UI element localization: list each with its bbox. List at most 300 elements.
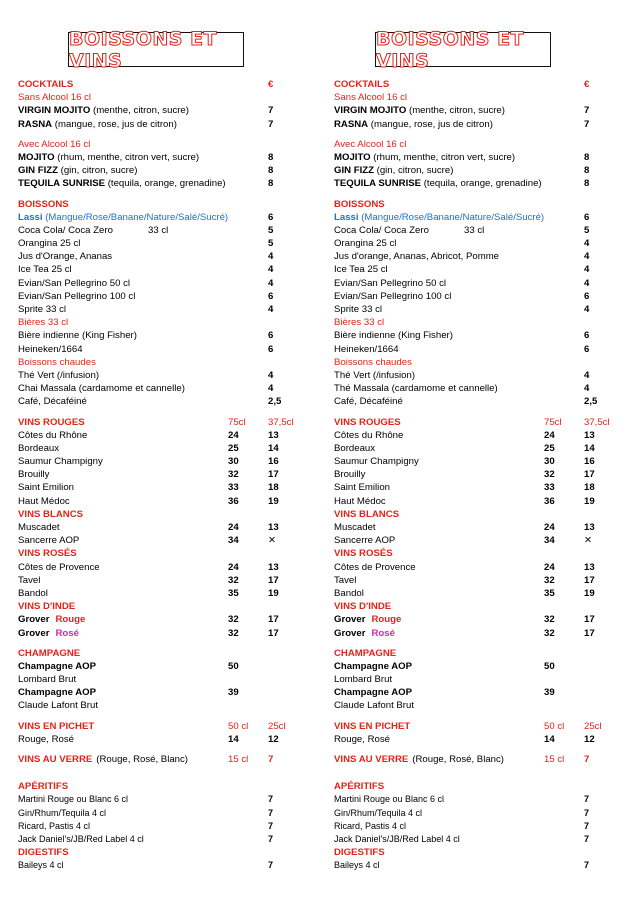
subheading-chaudes xyxy=(18,356,318,369)
col-37cl-label: 37,5cl xyxy=(584,416,610,428)
aperitif-item xyxy=(334,807,634,820)
aperitif-name: Ricard, Pastis 4 cl xyxy=(334,820,407,831)
wine-price-half: 13 xyxy=(268,429,279,441)
wine-price-bottle: 32 xyxy=(544,574,555,586)
hot-drink-price: 4 xyxy=(268,369,274,381)
wine-row xyxy=(18,495,318,508)
beer-price: 6 xyxy=(584,330,590,342)
hot-drink-item xyxy=(18,382,318,395)
section-gap xyxy=(18,191,318,198)
champagne-brand: Lombard Brut xyxy=(334,674,393,686)
aperitif-item xyxy=(18,793,318,806)
hot-drink-item xyxy=(334,369,634,382)
cocktail-name: TEQUILA SUNRISE xyxy=(18,178,106,190)
wine-row xyxy=(334,613,634,626)
wine-variant: Rouge xyxy=(55,614,86,626)
wine-price-half: 13 xyxy=(268,522,279,533)
drink-item xyxy=(18,250,318,263)
wine-price-half: 13 xyxy=(584,561,595,573)
wine-name: Saint Emilion xyxy=(18,482,74,494)
wine-price-half: 13 xyxy=(268,561,279,573)
drink-size: 33 cl xyxy=(464,224,485,236)
bieres-label: Bières 33 cl xyxy=(334,317,385,329)
digestifs-heading: DIGESTIFS xyxy=(334,847,385,859)
cocktail-label xyxy=(334,177,542,190)
wine-name: Sancerre AOP xyxy=(18,535,80,547)
digestif-price: 7 xyxy=(268,860,274,871)
wine-name: Grover xyxy=(18,627,50,639)
subheading-chaudes xyxy=(334,356,634,369)
pichet-heading: VINS EN PICHET xyxy=(334,720,411,732)
wine-row xyxy=(18,534,318,547)
wine-name: Grover xyxy=(18,614,50,626)
aperitif-name: Gin/Rhum/Tequila 4 cl xyxy=(334,807,423,818)
verre-heading: VINS AU VERRE xyxy=(334,754,409,765)
drink-price: 4 xyxy=(268,277,274,289)
section-header-boissons xyxy=(334,198,634,211)
wine-price-bottle: 36 xyxy=(544,495,555,507)
wine-row xyxy=(334,442,634,455)
aperitif-price: 7 xyxy=(584,794,590,805)
wine-row xyxy=(18,429,318,442)
drink-item xyxy=(18,224,318,237)
wine-price-half: 13 xyxy=(584,429,595,441)
wine-name: Bandol xyxy=(334,587,364,599)
cocktail-name: RASNA xyxy=(334,118,369,130)
menu-list xyxy=(334,78,634,873)
wine-name: Brouilly xyxy=(334,469,366,481)
wine-variant: Rosé xyxy=(371,627,395,639)
subheading-sans-alcool xyxy=(18,91,318,104)
champagne-name: Champagne AOP xyxy=(18,660,97,672)
beer-item xyxy=(334,329,634,342)
pichet-price-25: 12 xyxy=(584,733,595,745)
drink-price: 4 xyxy=(268,251,274,263)
cocktail-desc: (tequila, orange, grenadine) xyxy=(105,178,226,190)
aperitif-item xyxy=(18,833,318,846)
cocktail-item xyxy=(18,177,318,190)
wine-row xyxy=(18,455,318,468)
wine-name: Bandol xyxy=(18,587,48,599)
subheading-bieres xyxy=(334,316,634,329)
section-gap xyxy=(18,773,318,780)
subheading-sans-alcool xyxy=(334,91,634,104)
aperitif-item xyxy=(18,820,318,833)
wine-row xyxy=(334,468,634,481)
wine-price-half: 19 xyxy=(584,587,595,599)
beer-item xyxy=(18,329,318,342)
cocktail-label xyxy=(334,164,453,177)
subheading-bieres xyxy=(18,316,318,329)
drink-item xyxy=(334,224,634,237)
champagne-item xyxy=(18,686,318,699)
wine-row xyxy=(334,429,634,442)
wine-name: Bordeaux xyxy=(334,442,376,454)
drink-name: Ice Tea 25 cl xyxy=(18,264,72,276)
cocktail-label xyxy=(334,104,505,117)
cocktail-price: 8 xyxy=(584,178,590,190)
cocktails-heading: COCKTAILS xyxy=(18,79,74,90)
drink-item xyxy=(18,263,318,276)
lassi-item xyxy=(18,211,318,224)
wine-row xyxy=(334,495,634,508)
drink-item xyxy=(334,263,634,276)
digestif-item xyxy=(18,859,318,872)
chaudes-label: Boissons chaudes xyxy=(18,356,96,368)
wine-price-half: 16 xyxy=(268,456,279,468)
pichet-price-25: 12 xyxy=(268,733,279,745)
section-header-pichet xyxy=(18,720,318,733)
drink-size: 33 cl xyxy=(148,224,169,236)
champagne-heading: CHAMPAGNE xyxy=(334,647,397,659)
drink-name: Sprite 33 cl xyxy=(18,304,66,315)
aperitif-name: Jack Daniel's/JB/Red Label 4 cl xyxy=(18,833,144,844)
wine-row xyxy=(18,521,318,534)
digestif-name: Baileys 4 cl xyxy=(334,860,380,871)
verre-price: 7 xyxy=(584,754,590,765)
section-gap xyxy=(18,640,318,647)
drink-item xyxy=(334,250,634,263)
wine-name: Haut Médoc xyxy=(18,495,70,507)
col-50cl-label: 50 cl xyxy=(228,720,249,732)
cocktail-price: 7 xyxy=(584,118,590,130)
aperitif-name: Jack Daniel's/JB/Red Label 4 cl xyxy=(334,833,460,844)
champagne-heading: CHAMPAGNE xyxy=(18,647,81,659)
wine-name: Côtes de Provence xyxy=(18,561,100,573)
wine-price-half: 17 xyxy=(268,614,279,626)
verre-size: 15 cl xyxy=(544,754,565,765)
wine-name: Muscadet xyxy=(334,522,376,533)
hot-drink-name: Chai Massala (cardamome et cannelle) xyxy=(18,383,185,395)
section-header-vins-blancs xyxy=(18,508,318,521)
cocktail-price: 8 xyxy=(584,165,590,177)
section-header-vins-rouges xyxy=(334,416,634,429)
boissons-heading: BOISSONS xyxy=(18,198,69,210)
digestif-name: Baileys 4 cl xyxy=(18,860,64,871)
wine-price-half: 17 xyxy=(584,574,595,586)
drink-price: 4 xyxy=(268,264,274,276)
wine-name: Grover xyxy=(334,627,366,639)
drink-name: Orangina 25 cl xyxy=(334,238,397,250)
wine-row xyxy=(18,481,318,494)
wine-name: Haut Médoc xyxy=(334,495,386,507)
cocktail-price: 8 xyxy=(268,151,274,163)
drink-item xyxy=(334,303,634,316)
wine-name: Côtes du Rhône xyxy=(334,429,404,441)
wine-variant: Rouge xyxy=(371,614,402,626)
wine-name: Sancerre AOP xyxy=(334,535,396,547)
wine-row xyxy=(18,627,318,640)
cocktail-label xyxy=(18,104,189,117)
aperitif-price: 7 xyxy=(268,807,274,818)
lassi-name: Lassi xyxy=(18,211,43,223)
cocktail-desc: (tequila, orange, grenadine) xyxy=(421,178,542,190)
hot-drink-name: Café, Décaféiné xyxy=(334,396,403,408)
drink-price: 4 xyxy=(268,304,274,315)
drink-price: 4 xyxy=(584,304,590,315)
aperitif-name: Ricard, Pastis 4 cl xyxy=(18,820,91,831)
verre-heading: VINS AU VERRE xyxy=(18,754,93,765)
cocktail-price: 7 xyxy=(268,105,274,117)
page-title: BOISSONS ET VINS xyxy=(68,32,244,67)
champagne-item xyxy=(18,660,318,673)
drink-item xyxy=(18,237,318,250)
pichet-name: Rouge, Rosé xyxy=(18,733,74,745)
wine-name: Grover xyxy=(334,614,366,626)
cocktail-desc: (rhum, menthe, citron vert, sucre) xyxy=(54,151,200,163)
verre-label xyxy=(334,753,504,766)
col-75cl-label: 75cl xyxy=(228,416,246,428)
avec-alcool-label: Avec Alcool 16 cl xyxy=(334,138,407,150)
wine-price-half: 17 xyxy=(268,627,279,639)
drink-price: 4 xyxy=(584,277,590,289)
lassi-price: 6 xyxy=(268,211,274,223)
beer-price: 6 xyxy=(268,330,274,342)
section-header-digestifs xyxy=(334,846,634,859)
section-gap xyxy=(334,640,634,647)
wine-name: Tavel xyxy=(334,574,357,586)
drink-name: Evian/San Pellegrino 100 cl xyxy=(334,290,452,302)
section-gap xyxy=(334,409,634,416)
cocktail-desc: (menthe, citron, sucre) xyxy=(406,105,505,117)
wine-name: Saumur Champigny xyxy=(18,456,103,468)
lassi-item xyxy=(334,211,634,224)
cocktail-item xyxy=(334,177,634,190)
wine-price-half: ✕ xyxy=(584,535,593,547)
col-37cl-label: 37,5cl xyxy=(268,416,294,428)
wine-row xyxy=(18,613,318,626)
section-header-aperitifs xyxy=(334,780,634,793)
wine-price-bottle: 32 xyxy=(544,627,555,639)
digestif-item xyxy=(334,859,634,872)
currency-label: € xyxy=(268,79,274,90)
section-verre xyxy=(18,753,318,766)
cocktail-item xyxy=(18,164,318,177)
drink-price: 4 xyxy=(584,251,590,263)
wine-variant: Rosé xyxy=(55,627,79,639)
cocktail-price: 8 xyxy=(268,178,274,190)
wine-price-bottle: 30 xyxy=(544,456,555,468)
hot-drink-item xyxy=(18,369,318,382)
cocktail-item xyxy=(18,104,318,117)
verre-size: 15 cl xyxy=(228,754,249,765)
champagne-sub xyxy=(334,699,634,712)
cocktails-heading: COCKTAILS xyxy=(334,79,390,90)
wine-row xyxy=(18,561,318,574)
pichet-heading: VINS EN PICHET xyxy=(18,720,95,732)
drink-price: 6 xyxy=(584,290,590,302)
aperitifs-heading: APÉRITIFS xyxy=(334,781,385,793)
champagne-sub xyxy=(334,673,634,686)
verre-desc: (Rouge, Rosé, Blanc) xyxy=(96,754,188,765)
hot-drink-name: Thé Vert (/infusion) xyxy=(334,369,416,381)
vins-roses-heading: VINS ROSÉS xyxy=(334,548,393,560)
lassi-desc: (Mangue/Rose/Banane/Nature/Salé/Sucré) xyxy=(358,211,545,223)
wine-price-bottle: 35 xyxy=(544,587,555,599)
cocktail-name: GIN FIZZ xyxy=(18,165,58,177)
col-25cl-label: 25cl xyxy=(268,720,286,732)
lassi-label xyxy=(334,211,544,224)
champagne-item xyxy=(334,660,634,673)
vins-rouges-heading: VINS ROUGES xyxy=(18,416,85,428)
boissons-heading: BOISSONS xyxy=(334,198,385,210)
section-gap xyxy=(18,766,318,773)
champagne-price: 39 xyxy=(228,687,239,699)
beer-price: 6 xyxy=(268,343,274,355)
section-header-champagne xyxy=(18,647,318,660)
drink-item xyxy=(334,237,634,250)
beer-name: Heineken/1664 xyxy=(334,343,399,355)
section-gap xyxy=(18,131,318,138)
wine-name: Saint Emilion xyxy=(334,482,390,494)
wine-row xyxy=(334,627,634,640)
cocktail-desc: (menthe, citron, sucre) xyxy=(90,105,189,117)
section-header-vins-blancs xyxy=(334,508,634,521)
drink-name: Sprite 33 cl xyxy=(334,304,382,315)
wine-row xyxy=(334,587,634,600)
col-50cl-label: 50 cl xyxy=(544,720,565,732)
section-header-vins-inde xyxy=(18,600,318,613)
section-header-vins-rouges xyxy=(18,416,318,429)
beer-price: 6 xyxy=(584,343,590,355)
wine-price-half: 16 xyxy=(584,456,595,468)
aperitif-price: 7 xyxy=(268,833,274,844)
drink-price: 6 xyxy=(268,290,274,302)
section-header-pichet xyxy=(334,720,634,733)
aperitif-name: Martini Rouge ou Blanc 6 cl xyxy=(334,794,445,805)
aperitif-price: 7 xyxy=(268,794,274,805)
wine-price-bottle: 34 xyxy=(228,535,239,547)
wine-row xyxy=(18,574,318,587)
drink-name: Coca Cola/ Coca Zero xyxy=(18,224,113,236)
wine-price-half: ✕ xyxy=(268,535,277,547)
drink-name: Jus d'orange, Ananas, Abricot, Pomme xyxy=(334,251,500,263)
champagne-name: Champagne AOP xyxy=(334,660,413,672)
wine-row xyxy=(334,534,634,547)
wine-name: Côtes de Provence xyxy=(334,561,416,573)
subheading-avec-alcool xyxy=(334,138,634,151)
drink-name: Jus d'Orange, Ananas xyxy=(18,251,113,263)
vins-blancs-heading: VINS BLANCS xyxy=(18,508,84,520)
wine-price-bottle: 34 xyxy=(544,535,555,547)
drink-item xyxy=(18,277,318,290)
cocktail-price: 8 xyxy=(584,151,590,163)
wine-row xyxy=(18,587,318,600)
wine-price-bottle: 24 xyxy=(228,522,239,533)
section-gap xyxy=(18,713,318,720)
page-title: BOISSONS ET VINS xyxy=(375,32,551,67)
drink-name: Orangina 25 cl xyxy=(18,238,81,250)
wine-price-bottle: 32 xyxy=(228,574,239,586)
wine-price-bottle: 24 xyxy=(544,561,555,573)
col-25cl-label: 25cl xyxy=(584,720,602,732)
cocktail-item xyxy=(334,151,634,164)
section-header-vins-inde xyxy=(334,600,634,613)
section-header-vins-roses xyxy=(18,547,318,560)
section-gap xyxy=(334,766,634,773)
drink-price: 5 xyxy=(584,224,590,236)
wine-price-bottle: 33 xyxy=(228,482,239,494)
wine-price-half: 19 xyxy=(584,495,595,507)
beer-item xyxy=(334,343,634,356)
wine-name: Bordeaux xyxy=(18,442,60,454)
cocktail-name: TEQUILA SUNRISE xyxy=(334,178,422,190)
bieres-label: Bières 33 cl xyxy=(18,317,69,329)
vins-inde-heading: VINS D'INDE xyxy=(334,601,392,613)
wine-row xyxy=(334,521,634,534)
section-verre xyxy=(334,753,634,766)
lassi-price: 6 xyxy=(584,211,590,223)
subheading-avec-alcool xyxy=(18,138,318,151)
section-gap xyxy=(18,409,318,416)
wine-price-half: 17 xyxy=(584,469,595,481)
hot-drink-name: Thé Massala (cardamome et cannelle) xyxy=(334,383,498,395)
wine-label xyxy=(18,613,85,626)
wine-price-bottle: 30 xyxy=(228,456,239,468)
lassi-name: Lassi xyxy=(334,211,359,223)
wine-price-bottle: 24 xyxy=(228,429,239,441)
aperitif-name: Martini Rouge ou Blanc 6 cl xyxy=(18,794,129,805)
wine-row xyxy=(334,455,634,468)
cocktail-desc: (gin, citron, sucre) xyxy=(57,165,138,177)
pichet-item xyxy=(18,733,318,746)
wine-label xyxy=(334,627,395,640)
cocktail-item xyxy=(334,104,634,117)
cocktail-name: MOJITO xyxy=(18,151,55,163)
section-gap xyxy=(334,713,634,720)
wine-price-bottle: 32 xyxy=(228,627,239,639)
cocktail-price: 7 xyxy=(584,105,590,117)
hot-drink-price: 4 xyxy=(584,369,590,381)
hot-drink-name: Thé Vert (/infusion) xyxy=(18,369,100,381)
cocktail-name: RASNA xyxy=(18,118,53,130)
wine-price-half: 17 xyxy=(268,469,279,481)
section-gap xyxy=(334,191,634,198)
cocktail-desc: (rhum, menthe, citron vert, sucre) xyxy=(370,151,516,163)
section-header-cocktails xyxy=(334,78,634,91)
wine-price-bottle: 32 xyxy=(228,469,239,481)
wine-price-bottle: 25 xyxy=(544,442,555,454)
champagne-brand: Claude Lafont Brut xyxy=(18,700,99,712)
pichet-price-50: 14 xyxy=(228,733,239,745)
beer-name: Bière indienne (King Fisher) xyxy=(18,330,137,342)
aperitif-item xyxy=(18,807,318,820)
aperitif-price: 7 xyxy=(584,820,590,831)
cocktail-name: VIRGIN MOJITO xyxy=(18,105,91,117)
cocktail-price: 8 xyxy=(268,165,274,177)
hot-drink-item xyxy=(18,395,318,408)
cocktail-desc: (mangue, rose, jus de citron) xyxy=(368,118,493,130)
hot-drink-item xyxy=(334,395,634,408)
aperitifs-heading: APÉRITIFS xyxy=(18,781,69,793)
drink-item xyxy=(18,290,318,303)
chaudes-label: Boissons chaudes xyxy=(334,356,412,368)
hot-drink-price: 4 xyxy=(584,383,590,395)
cocktail-item xyxy=(18,151,318,164)
wine-price-bottle: 32 xyxy=(544,614,555,626)
wine-row xyxy=(334,481,634,494)
wine-name: Saumur Champigny xyxy=(334,456,419,468)
drink-price: 5 xyxy=(268,238,274,250)
verre-price: 7 xyxy=(268,754,274,765)
section-gap xyxy=(334,773,634,780)
vins-blancs-heading: VINS BLANCS xyxy=(334,508,400,520)
section-header-boissons xyxy=(18,198,318,211)
section-header-aperitifs xyxy=(18,780,318,793)
wine-price-bottle: 24 xyxy=(544,522,555,533)
aperitif-item xyxy=(334,820,634,833)
champagne-item xyxy=(334,686,634,699)
